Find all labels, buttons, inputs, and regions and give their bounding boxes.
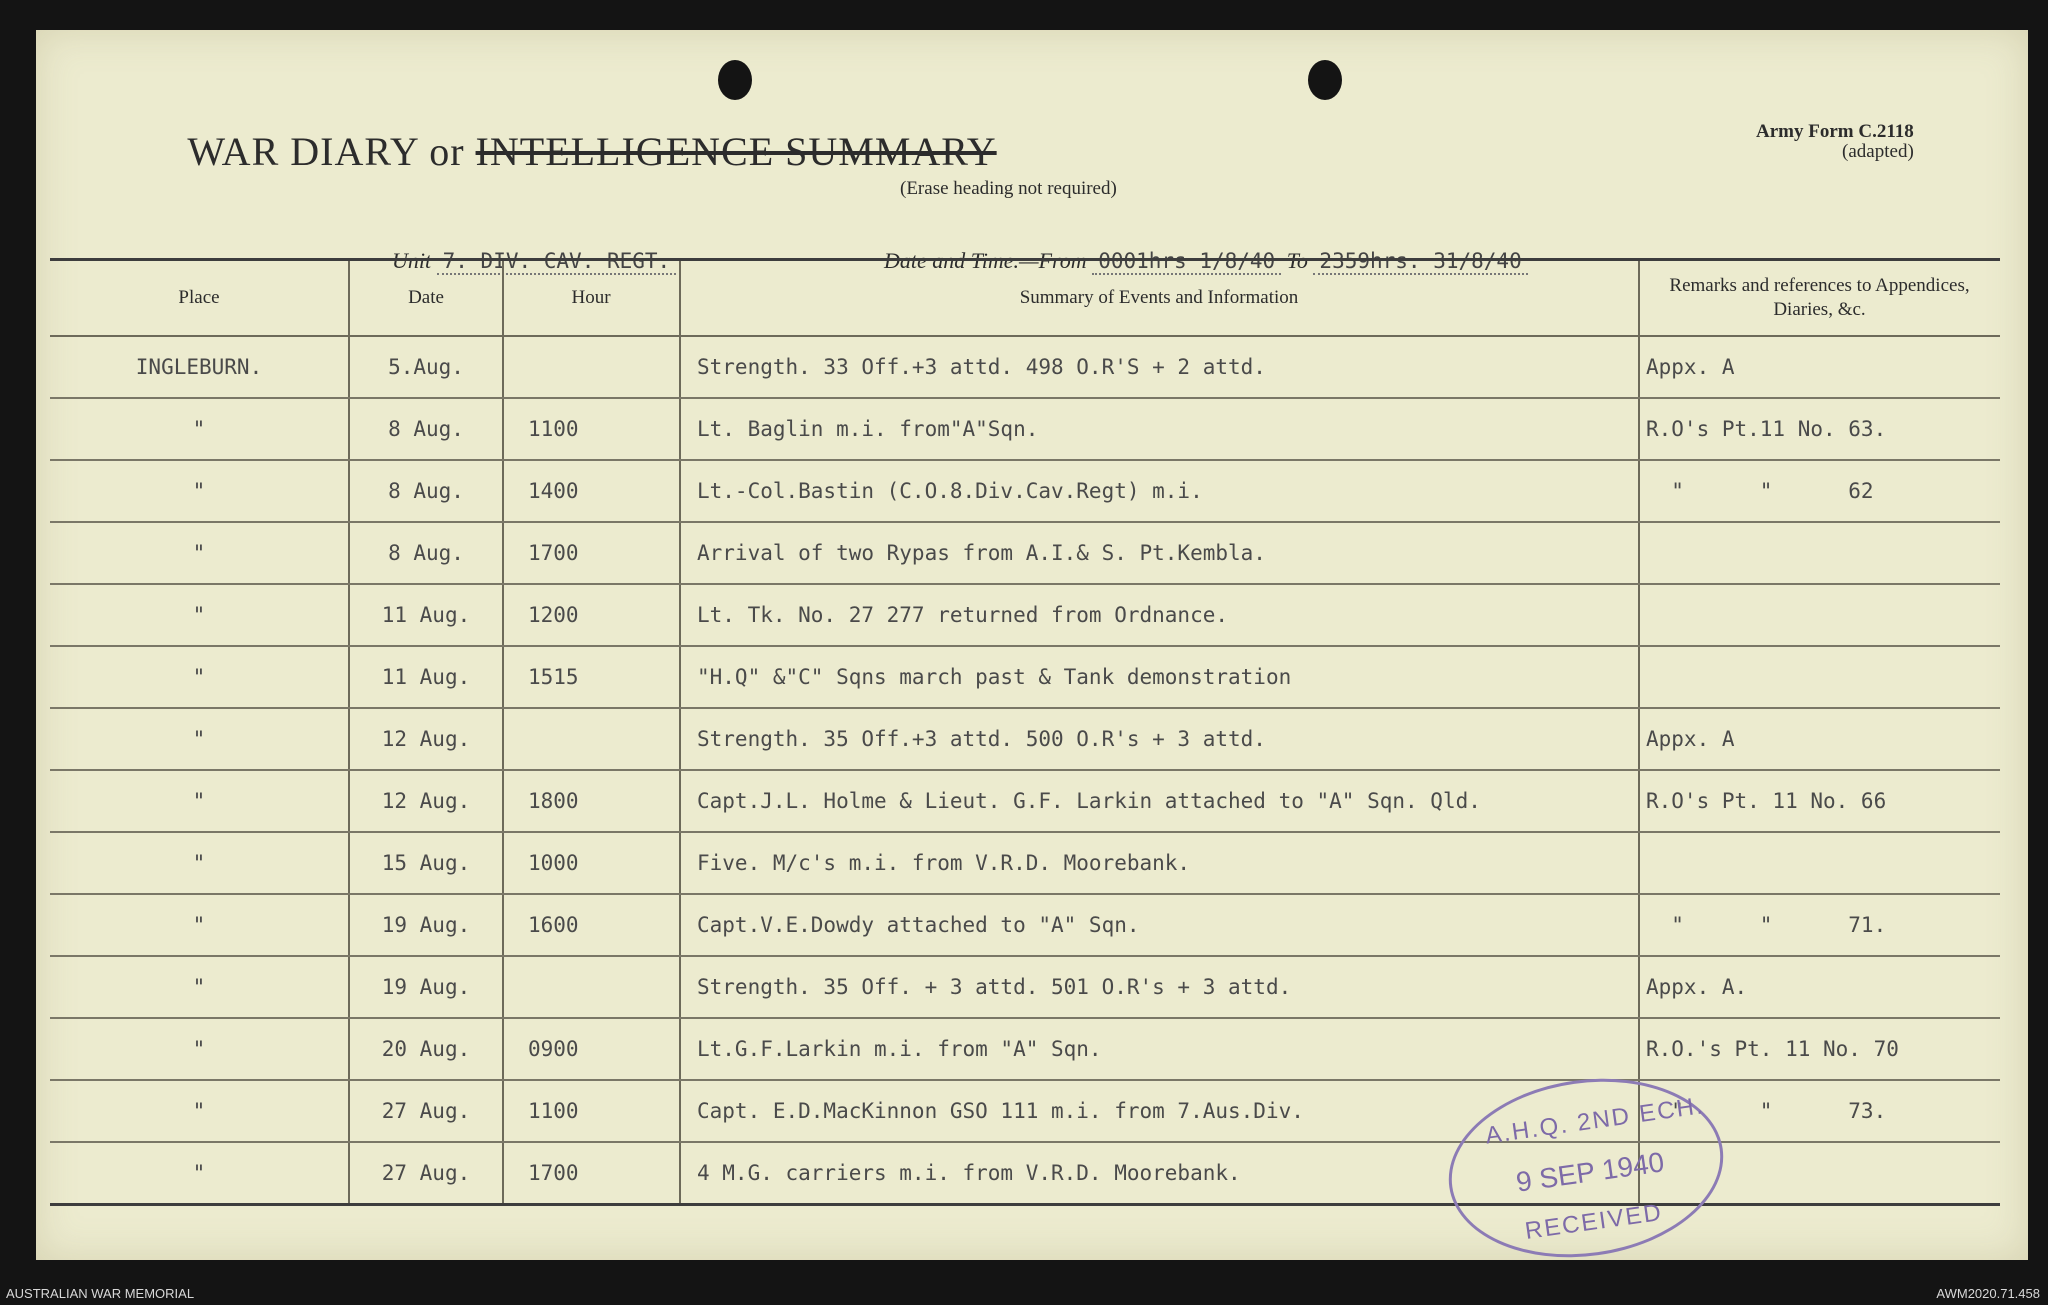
diary-body: [50, 336, 2000, 1205]
cell-place: ": [50, 956, 349, 1018]
cell-summary: Capt.V.E.Dowdy attached to "A" Sqn.: [680, 894, 1639, 956]
to-value: 2359hrs. 31/8/40: [1313, 249, 1527, 275]
cell-summary: Arrival of two Rypas from A.I.& S. Pt.Kembla.: [680, 522, 1639, 584]
cell-place: ": [50, 770, 349, 832]
cell-place: ": [50, 1018, 349, 1080]
cell-remarks: " " 73.: [1639, 1080, 2000, 1142]
cell-hour: 1200: [503, 584, 680, 646]
cell-place: ": [50, 646, 349, 708]
diary-table: [50, 258, 2000, 1206]
cell-hour: 1000: [503, 832, 680, 894]
col-hour: Hour: [503, 260, 680, 337]
table-row: [50, 460, 2000, 522]
cell-hour: 0900: [503, 1018, 680, 1080]
cell-place: INGLEBURN.: [50, 336, 349, 398]
cell-date: 8 Aug.: [349, 522, 503, 584]
cell-date: 8 Aug.: [349, 460, 503, 522]
col-summary: Summary of Events and Information: [680, 260, 1639, 337]
cell-date: 11 Aug.: [349, 584, 503, 646]
cell-summary: Strength. 35 Off. + 3 attd. 501 O.R's + 3 attd.: [680, 956, 1639, 1018]
cell-hour: 1100: [503, 398, 680, 460]
date-label: Date and Time.—From: [884, 248, 1087, 273]
cell-summary: Capt. E.D.MacKinnon GSO 111 m.i. from 7.Aus.Div.: [680, 1080, 1639, 1142]
cell-date: 5.Aug.: [349, 336, 503, 398]
col-remarks: Remarks and references to Appendices, Diaries, &c.: [1639, 260, 2000, 337]
cell-remarks: [1639, 522, 2000, 584]
table-row: [50, 1018, 2000, 1080]
cell-hour: [503, 336, 680, 398]
cell-summary: 4 M.G. carriers m.i. from V.R.D. Moorebank.: [680, 1142, 1639, 1205]
footer-left: AUSTRALIAN WAR MEMORIAL: [6, 1286, 195, 1301]
from-value: 0001hrs 1/8/40: [1092, 249, 1281, 275]
cell-place: ": [50, 708, 349, 770]
cell-hour: [503, 708, 680, 770]
cell-date: 12 Aug.: [349, 708, 503, 770]
cell-place: ": [50, 398, 349, 460]
cell-date: 15 Aug.: [349, 832, 503, 894]
punch-hole-left: [718, 60, 752, 100]
table-row: [50, 646, 2000, 708]
stamp-top: A.H.Q. 2ND ECH.: [1483, 1092, 1707, 1150]
cell-remarks: [1639, 584, 2000, 646]
table-row: [50, 584, 2000, 646]
title-struck: INTELLIGENCE SUMMARY: [475, 129, 997, 174]
form-sub: (adapted): [1842, 141, 1914, 162]
cell-date: 12 Aug.: [349, 770, 503, 832]
cell-remarks: " " 71.: [1639, 894, 2000, 956]
cell-hour: 1515: [503, 646, 680, 708]
cell-summary: Lt.-Col.Bastin (C.O.8.Div.Cav.Regt) m.i.: [680, 460, 1639, 522]
cell-remarks: R.O.'s Pt. 11 No. 70: [1639, 1018, 2000, 1080]
stamp-date: 9 SEP 1940: [1514, 1146, 1666, 1198]
cell-summary: Strength. 33 Off.+3 attd. 498 O.R'S + 2 attd.: [680, 336, 1639, 398]
cell-remarks: " " 62: [1639, 460, 2000, 522]
cell-remarks: [1639, 646, 2000, 708]
cell-summary: Capt.J.L. Holme & Lieut. G.F. Larkin attached to "A" Sqn. Qld.: [680, 770, 1639, 832]
cell-date: 27 Aug.: [349, 1080, 503, 1142]
cell-hour: 1800: [503, 770, 680, 832]
cell-date: 20 Aug.: [349, 1018, 503, 1080]
title-or: or: [429, 129, 465, 174]
punch-hole-right: [1308, 60, 1342, 100]
form-id: [1756, 122, 1914, 162]
cell-date: 19 Aug.: [349, 956, 503, 1018]
cell-hour: 1400: [503, 460, 680, 522]
table-row: [50, 522, 2000, 584]
cell-remarks: Appx. A: [1639, 708, 2000, 770]
cell-remarks: Appx. A: [1639, 336, 2000, 398]
cell-hour: 1100: [503, 1080, 680, 1142]
cell-place: ": [50, 1080, 349, 1142]
unit-label: Unit: [392, 248, 432, 273]
col-date: Date: [349, 260, 503, 337]
table-row: [50, 770, 2000, 832]
stamp-bottom: RECEIVED: [1523, 1198, 1665, 1245]
cell-remarks: Appx. A.: [1639, 956, 2000, 1018]
page-title: [0, 128, 1588, 175]
cell-date: 11 Aug.: [349, 646, 503, 708]
table-row: [50, 956, 2000, 1018]
table-row: [50, 708, 2000, 770]
cell-summary: Lt.G.F.Larkin m.i. from "A" Sqn.: [680, 1018, 1639, 1080]
cell-date: 27 Aug.: [349, 1142, 503, 1205]
cell-place: ": [50, 460, 349, 522]
cell-hour: [503, 956, 680, 1018]
cell-summary: "H.Q" &"C" Sqns march past & Tank demonstration: [680, 646, 1639, 708]
cell-place: ": [50, 894, 349, 956]
cell-date: 8 Aug.: [349, 398, 503, 460]
cell-remarks: R.O's Pt.11 No. 63.: [1639, 398, 2000, 460]
cell-remarks: R.O's Pt. 11 No. 66: [1639, 770, 2000, 832]
cell-summary: Lt. Tk. No. 27 277 returned from Ordnance.: [680, 584, 1639, 646]
cell-summary: Five. M/c's m.i. from V.R.D. Moorebank.: [680, 832, 1639, 894]
cell-hour: 1700: [503, 1142, 680, 1205]
form-number: Army Form C.2118: [1756, 121, 1914, 142]
unit-value: 7. DIV. CAV. REGT.: [437, 249, 677, 275]
table-row: [50, 832, 2000, 894]
table-row: [50, 894, 2000, 956]
diary-page: [36, 30, 2028, 1260]
title-main: WAR DIARY: [187, 129, 419, 174]
cell-place: ": [50, 522, 349, 584]
table-row: [50, 336, 2000, 398]
cell-date: 19 Aug.: [349, 894, 503, 956]
table-row: [50, 398, 2000, 460]
cell-place: ": [50, 584, 349, 646]
cell-place: ": [50, 1142, 349, 1205]
footer-right: AWM2020.71.458: [1936, 1286, 2040, 1301]
cell-place: ": [50, 832, 349, 894]
cell-hour: 1600: [503, 894, 680, 956]
cell-hour: 1700: [503, 522, 680, 584]
cell-summary: Lt. Baglin m.i. from"A"Sqn.: [680, 398, 1639, 460]
col-place: Place: [50, 260, 349, 337]
table-header-row: [50, 260, 2000, 337]
cell-remarks: [1639, 832, 2000, 894]
erase-note: (Erase heading not required): [900, 178, 1117, 199]
to-label: To: [1286, 248, 1308, 273]
cell-summary: Strength. 35 Off.+3 attd. 500 O.R's + 3 attd.: [680, 708, 1639, 770]
